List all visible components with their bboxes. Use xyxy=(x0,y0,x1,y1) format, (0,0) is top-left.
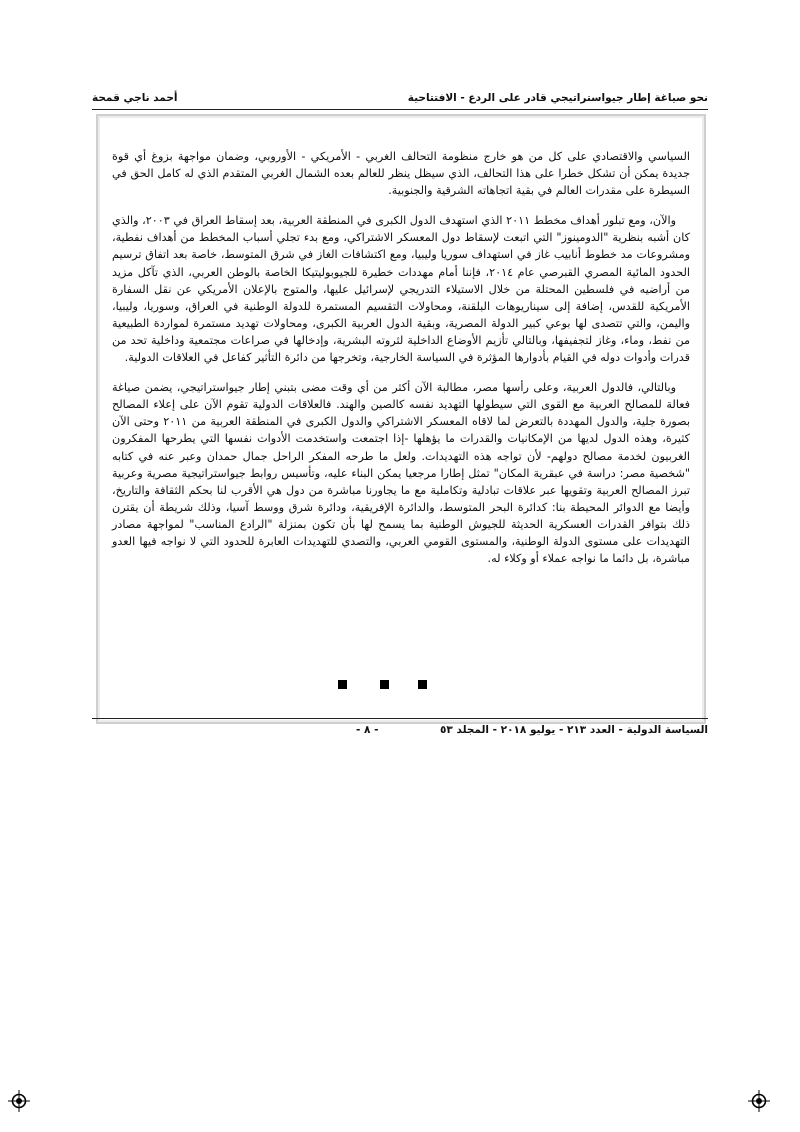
section-end-ornament xyxy=(338,680,428,690)
author-name: أحمد ناجي قمحة xyxy=(92,92,178,104)
footer-rule xyxy=(92,718,708,719)
paragraph-1: السياسي والاقتصادي على كل من هو خارج منظومة التحالف الغربي - الأمريكي - الأوروبي، وضمان مواجهة بزوغ أي قوة جديدة يمكن أن تشكل خطرا على هذا التحالف، الذي سيظل ينظر للعالم بعده الشمال الغربي المتقدم الذي له كامل الحق في السيطرة على مقدرات العالم في بقية اتجاهاته الشرقية والجنوبية. xyxy=(112,150,690,198)
running-header xyxy=(92,92,708,108)
paragraph-3: وبالتالي، فالدول العربية، وعلى رأسها مصر، مطالبة الآن أكثر من أي وقت مضى بتبني إطار جيواستراتيجي، يضمن صياغة فعالة للمصالح العربية مع القوى التي سيطولها التهديد نفسه كالصين والهند. فالعلاقات الدولية تقوم الآن على إعلاء المصالح بصورة جلية، والدول المهددة بالتعرض لما لاقاه المعسكر الاشتراكي والدول الكبرى في المنطقة العربية من ٢٠١١ وحتى الآن كثيرة، وهذه الدول لديها من الإمكانيات والقدرات ما يؤهلها -إذا اجتمعت واستخدمت الأدوات نفسها التي يطرحها المفكرون الغربيون لخدمة مصالح دولهم- لأن تواجه هذه التهديدات. ولعل ما طرحه المفكر الراحل جمال حمدان وعبر عنه في كتابه "شخصية مصر: دراسة في عبقرية المكان" تمثل إطارا مرجعيا يمكن البناء عليه، وتأسيس روابط جيواستراتيجية مصرية وعربية تبرز المصالح العربية وتقويها عبر علاقات تبادلية وتكاملية مع ما يجاورنا مباشرة من دول هي الأقرب لنا بحكم الثقافة والتاريخ، وأيضا مع الدوائر المحيطة بنا: كدائرة البحر المتوسط، والدائرة الإفريقية، ودائرة شرق ووسط آسيا، وذلك شريطة أن يقترن ذلك بتوافر القدرات العسكرية الحديثة للجيوش الوطنية بما يسمح لها بأن تكون بمنزلة "الرادع المناسب" لمواجهة مصادر التهديدات على مستوى الدولة الوطنية، والمستوى القومي العربي، والتصدي للتهديدات العابرة للحدود التي لا نواجه فيها العدو مباشرة، بل دائما ما نواجه عملاء أو وكلاء له. xyxy=(112,381,690,566)
ornament-square-icon xyxy=(418,680,427,689)
paragraph-2: والآن، ومع تبلور أهداف مخطط ٢٠١١ الذي استهدف الدول الكبرى في المنطقة العربية، بعد إسقاط العراق في ٢٠٠٣، والذي كان أشبه بنظرية "الدومينوز" التي اتبعت لإسقاط دول المعسكر الاشتراكي، ومع بدء تجلي أسباب المخطط من أهداف نفطية، ومشروعات مد خطوط أنابيب غاز في استهداف سوريا وليبيا، ومع اكتشافات الغاز في شرق المتوسط، خاصة بعد اتفاق ترسيم الحدود المائية المصري القبرصي عام ٢٠١٤، فإننا أمام مهددات خطيرة للجيوبوليتيكا الخاصة بالوطن العربي، الذي تآكل مزيد من أراضيه في فلسطين المحتلة من خلال الاستيلاء التدريجي لإسرائيل عليها، والمتوج بالإعلان الأمريكي عن نقل السفارة الأمريكية للقدس، إضافة إلى سيناريوهات البلقنة، ومحاولات التقسيم المستمرة للدولة الوطنية في العراق، وسوريا، وليبيا، واليمن، والتي تتصدى لها بوعي كبير الدولة المصرية، وبقية الدول العربية الكبرى، ومحاولات تهديد مستمرة لمواردة الطبيعية من نفط، وماء، وغاز لتجفيفها، وبالتالي تأزيم الأوضاع الداخلية لثروته البشرية، وإدخالها في صراعات مجتمعية وداخلية تحد من قدرات وأدوات دوله في القيام بأدوارها المؤثرة في السياسة الخارجية، وتخرجها من دائرة التأثير كفاعل في العلاقات الدولية. xyxy=(112,214,690,365)
ornament-square-icon xyxy=(380,680,389,689)
article-body xyxy=(112,148,690,567)
journal-citation: السياسة الدولية - العدد ٢١٣ - يوليو ٢٠١٨ - المجلد ٥٣ xyxy=(440,724,708,736)
registration-mark-icon xyxy=(8,1090,30,1112)
page-number: - ٨ - xyxy=(356,724,379,736)
header-rule xyxy=(92,109,708,110)
running-footer xyxy=(92,724,708,742)
ornament-square-icon xyxy=(338,680,347,689)
running-title: نحو صياغة إطار جيواستراتيجي قادر على الردع - الافتتاحية xyxy=(407,92,708,104)
registration-mark-icon xyxy=(748,1090,770,1112)
